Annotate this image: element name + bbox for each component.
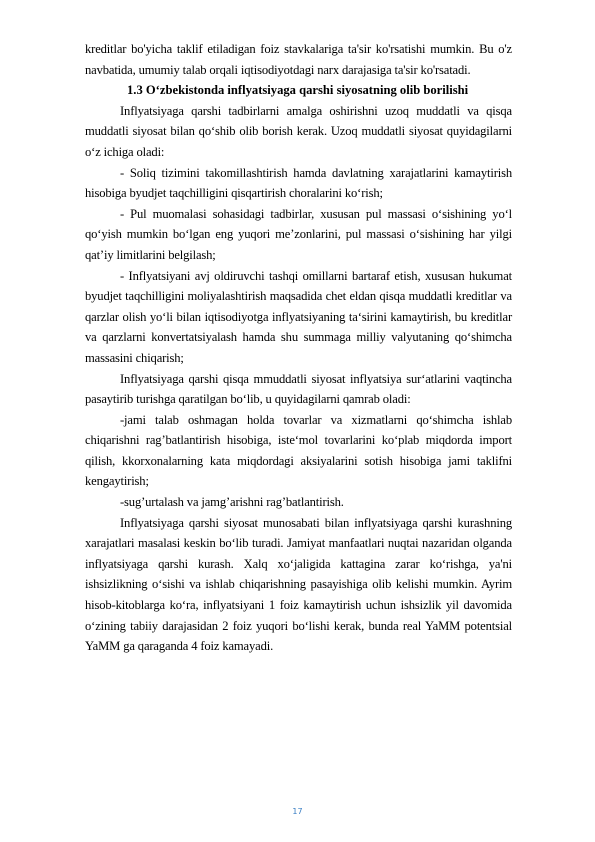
paragraph: kreditlar bo'yicha taklif etiladigan foiz stavkalariga ta'sir ko'rsatishi mumkin. Bu o'z navbatida, umumiy talab orqali iqtisodiyotdagi narx darajasiga ta'sir ko'rsatadi.: [85, 42, 512, 77]
document-body: [85, 39, 512, 657]
paragraph: -sug’urtalash va jamg’arishni rag’batlantirish.: [120, 495, 344, 510]
paragraph: Inflyatsiyaga qarshi tadbirlarni amalga oshirishni uzoq muddatli va qisqa muddatli siyosat bilan qo‘shib olib borish kerak. Uzoq muddatli siyosat quyidagilarni o‘z ichiga oladi:: [85, 103, 512, 159]
paragraph: - Pul muomalasi sohasidagi tadbirlar, xususan pul massasi o‘sishining yo‘l qo‘yish mumkin bo‘lgan eng yuqori me’zonlarini, pul massasi o‘sishining har yilgi qat’iy limitlarini belgilash;: [85, 206, 512, 262]
paragraph: -jami talab oshmagan holda tovarlar va xizmatlarni qo‘shimcha ishlab chiqarishni rag’batlantirish hisobiga, iste‘mol tovarlarini ko‘plab miqdorda import qilish, kkorxonalarning kata miqdordagi aksiyalarini sotish hisobiga jami taklifni kengaytirish;: [85, 412, 512, 489]
paragraph: - Inflyatsiyani avj oldiruvchi tashqi omillarni bartaraf etish, xususan hukumat byudjet taqchilligini moliyalashtirish maqsadida chet eldan qisqa muddatli kreditlar va qarzlar olish yo‘li bilan iqtisodiyotga inflyatsiyaning ta‘sirini kamaytirish, bu kreditlar va qarzlarni konvertatsiyalash hamda shu summaga milliy valyutaning qo‘shimcha massasini chiqarish;: [85, 268, 512, 365]
page-number: 17: [292, 807, 303, 816]
paragraph: Inflyatsiyaga qarshi qisqa mmuddatli siyosat inflyatsiya sur‘atlarini vaqtincha pasaytirib turishga qaratilgan bo‘lib, u quyidagilarni qamrab oladi:: [85, 371, 512, 407]
paragraph: Inflyatsiyaga qarshi siyosat munosabati bilan inflyatsiyaga qarshi kurashning xarajatlari masalasi keskin bo‘lib turadi. Jamiyat manfaatlari nuqtai nazaridan olganda inflyatsiyaga qarshi kurash. Xalq xo‘jaligida kattagina zarar ko‘rishga, ya'ni ishsizlikning o‘sishi va ishlab chiqarishning pasayishiga olib kelishi mumkin. Ayrim hisob-kitoblarga ko‘ra, inflyatsiyani 1 foiz kamaytirish uchun ishsizlik yil davomida o‘zining tabiiy darajasidan 2 foiz yuqori bo‘lishi kerak, bunda real YaMM potentsial YaMM ga qaraganda 4 foiz kamayadi.: [85, 515, 512, 654]
section-heading: 1.3 O‘zbekistonda inflyatsiyaga qarshi siyosatning olib borilishi: [127, 83, 469, 98]
paragraph: - Soliq tizimini takomillashtirish hamda davlatning xarajatlarini kamaytirish hisobiga byudjet taqchilligini qisqartirish choralarini ko‘rish;: [85, 165, 512, 201]
